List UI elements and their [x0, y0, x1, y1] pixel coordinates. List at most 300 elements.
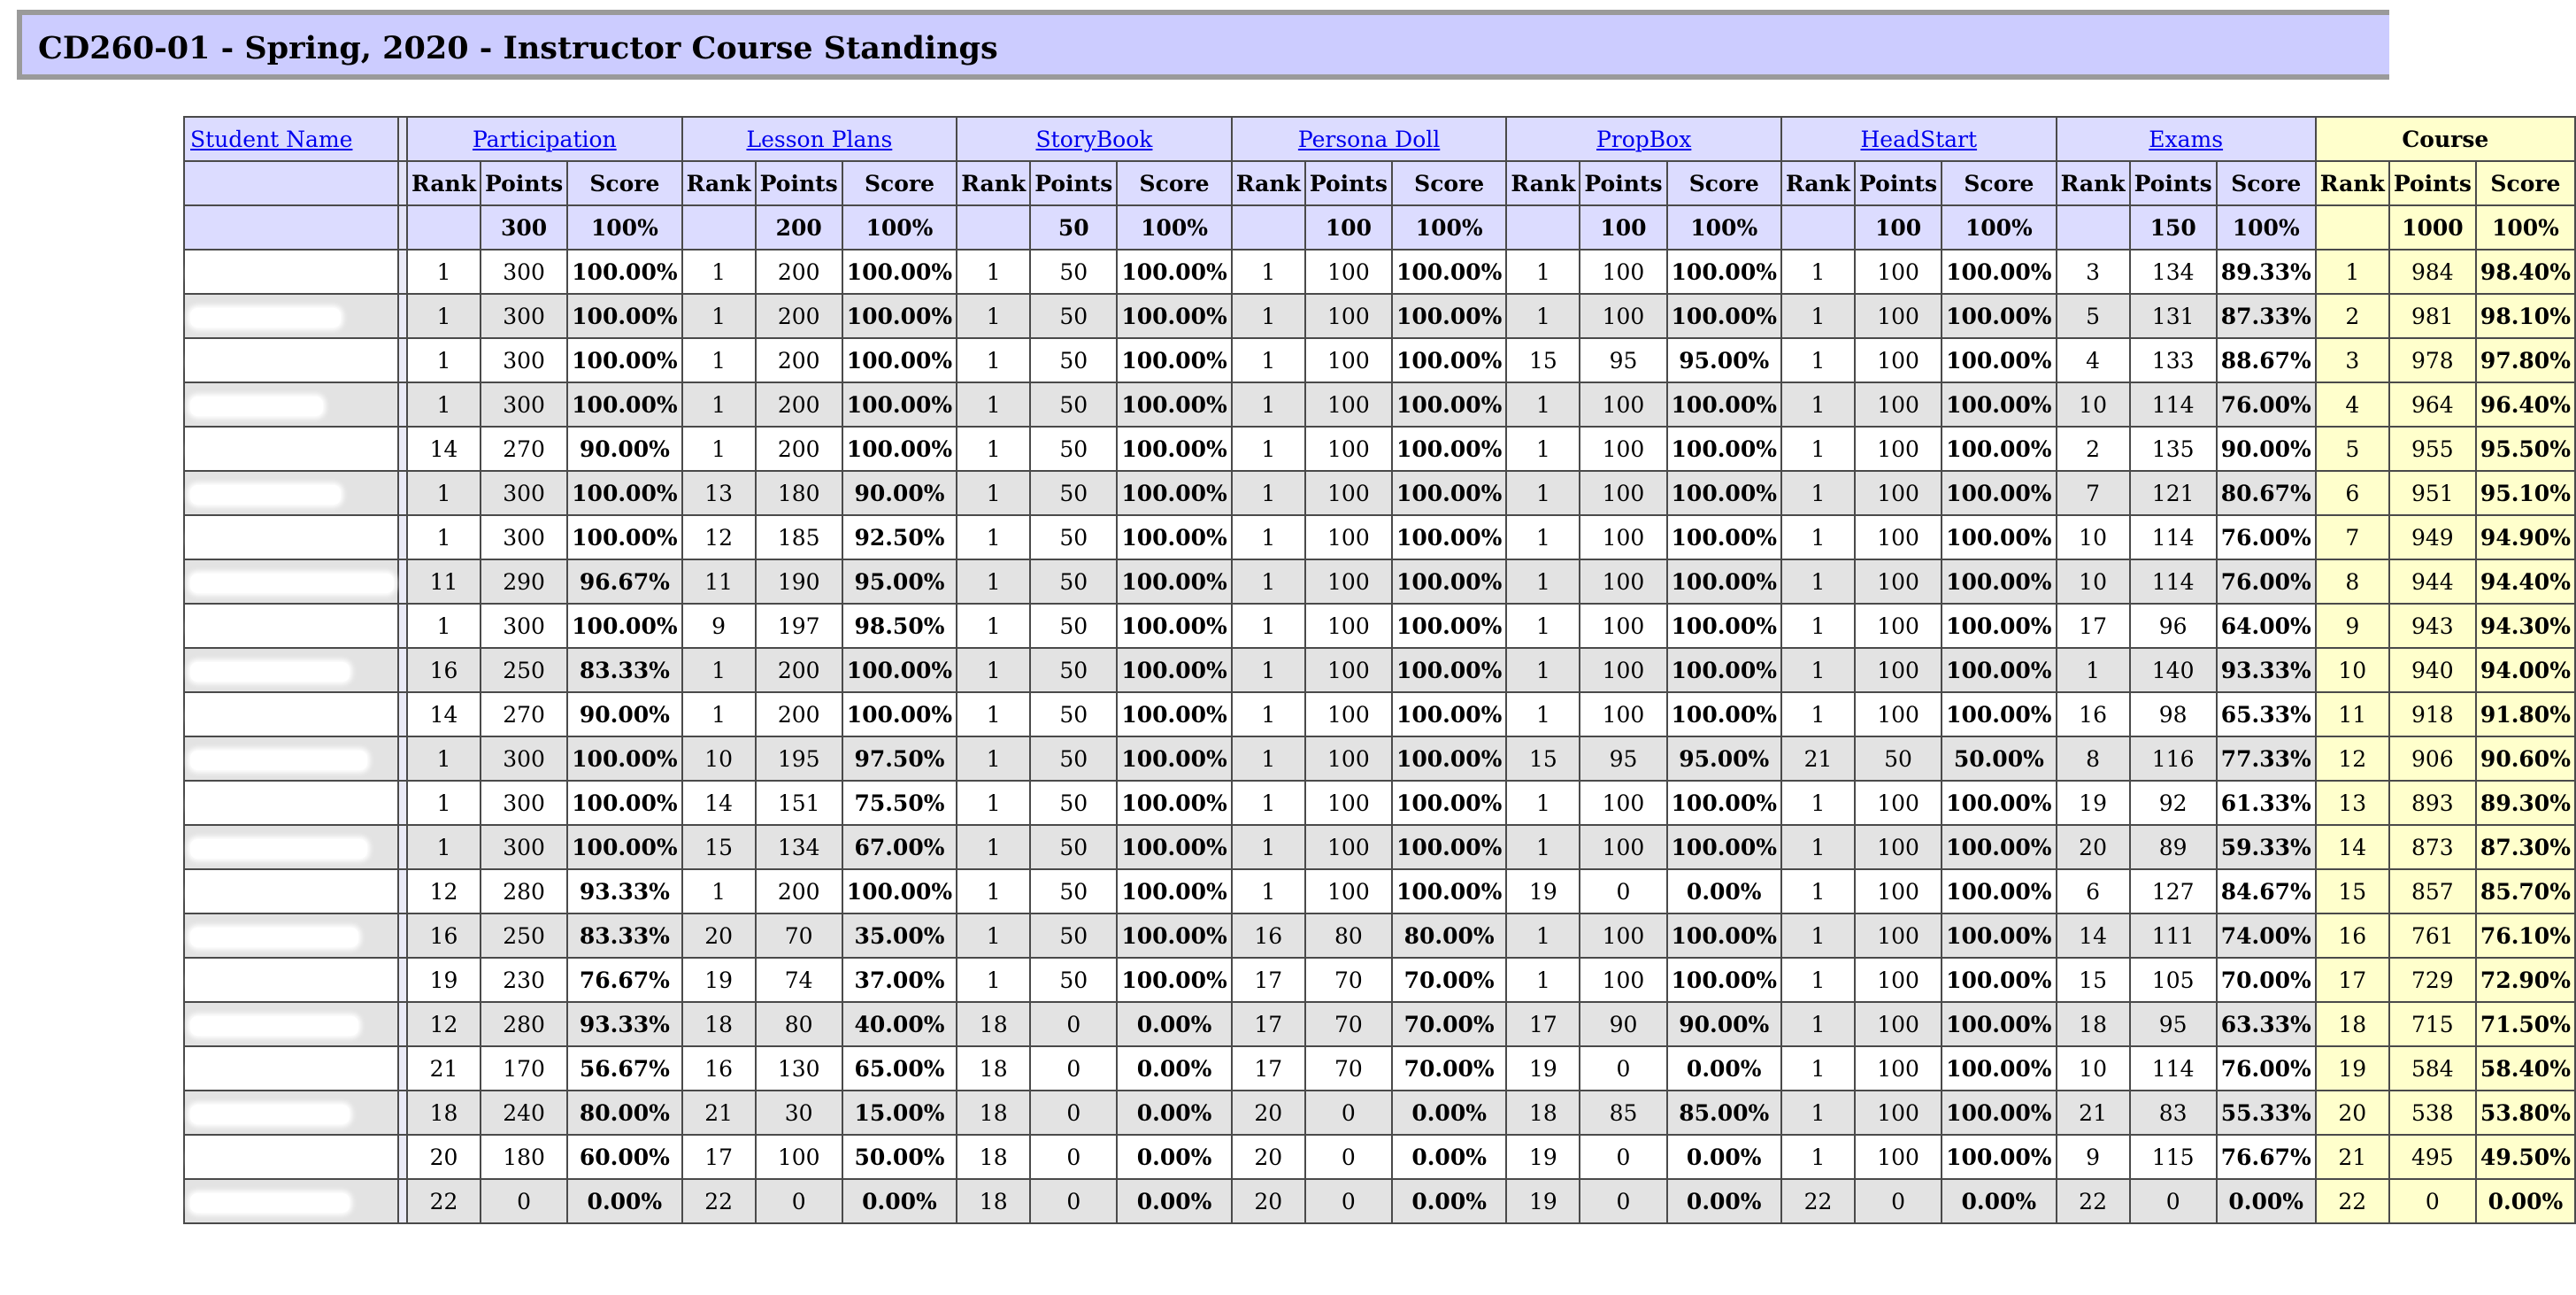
score-cell: 91.80%	[2477, 693, 2574, 736]
table-row	[185, 516, 2574, 559]
points-cell: 98	[2131, 693, 2216, 736]
rank-header: Rank	[1782, 162, 1854, 204]
points-cell: 50	[1031, 516, 1116, 559]
points-cell: 100	[1856, 870, 1941, 913]
score-cell: 100.00%	[568, 251, 681, 293]
student-name-header[interactable]	[185, 118, 397, 160]
points-header: Points	[1580, 162, 1665, 204]
points-cell: 893	[2390, 782, 2475, 824]
points-cell: 83	[2131, 1091, 2216, 1134]
rank-cell: 1	[1507, 649, 1579, 691]
score-cell: 100.00%	[1118, 339, 1230, 382]
points-cell: 114	[2131, 516, 2216, 559]
score-cell: 76.00%	[2218, 516, 2315, 559]
lesson-plans-link[interactable]: Lesson Plans	[746, 126, 893, 152]
points-cell: 761	[2390, 914, 2475, 957]
redacted-name	[190, 1105, 350, 1124]
rank-cell: 1	[957, 605, 1029, 647]
score-cell: 61.33%	[2218, 782, 2315, 824]
points-cell: 50	[1031, 959, 1116, 1001]
table-row	[185, 914, 2574, 957]
redacted-name	[190, 1016, 358, 1036]
score-cell: 53.80%	[2477, 1091, 2574, 1134]
points-cell: 50	[1031, 339, 1116, 382]
rank-cell: 7	[2317, 516, 2388, 559]
points-cell: 100	[1580, 428, 1665, 470]
score-cell: 63.33%	[2218, 1003, 2315, 1045]
exams-link[interactable]: Exams	[2149, 126, 2224, 152]
rank-cell: 1	[1782, 959, 1854, 1001]
points-cell: 50	[1031, 560, 1116, 603]
student-name-cell	[185, 1091, 397, 1134]
rank-cell: 22	[2317, 1180, 2388, 1222]
rank-cell: 8	[2057, 737, 2129, 780]
table-row	[185, 693, 2574, 736]
rank-cell: 1	[408, 251, 480, 293]
rank-cell: 1	[408, 826, 480, 868]
spacer-cell	[399, 1091, 406, 1134]
score-cell: 100.00%	[1668, 649, 1780, 691]
student-name-cell	[185, 914, 397, 957]
score-cell: 65.33%	[2218, 693, 2315, 736]
points-cell: 50	[1031, 782, 1116, 824]
points-cell: 100	[1856, 339, 1941, 382]
standings-body	[185, 118, 2574, 1222]
table-row	[185, 295, 2574, 337]
points-cell: 100	[1580, 295, 1665, 337]
storybook-link[interactable]: StoryBook	[1035, 126, 1153, 152]
score-cell: 100.00%	[1393, 251, 1505, 293]
points-cell: 100	[1306, 295, 1391, 337]
points-cell: 190	[757, 560, 842, 603]
score-cell: 56.67%	[568, 1047, 681, 1090]
rank-cell: 15	[1507, 737, 1579, 780]
points-cell: 873	[2390, 826, 2475, 868]
table-row	[185, 1180, 2574, 1222]
rank-cell: 19	[2317, 1047, 2388, 1090]
score-cell: 100.00%	[568, 295, 681, 337]
points-header: Points	[757, 162, 842, 204]
points-cell: 170	[481, 1047, 566, 1090]
score-cell: 95.00%	[1668, 339, 1780, 382]
points-cell: 100	[1856, 560, 1941, 603]
rank-cell: 1	[1782, 251, 1854, 293]
rank-cell: 1	[408, 339, 480, 382]
header-row-columns	[185, 162, 2574, 204]
redacted-name	[190, 706, 385, 726]
rank-cell: 12	[408, 870, 480, 913]
points-cell: 50	[1856, 737, 1941, 780]
rank-cell: 1	[408, 383, 480, 426]
table-row	[185, 1047, 2574, 1090]
score-cell: 89.33%	[2218, 251, 2315, 293]
points-cell: 50	[1031, 428, 1116, 470]
score-cell: 100.00%	[843, 428, 956, 470]
points-cell: 100	[1856, 693, 1941, 736]
score-cell: 70.00%	[2218, 959, 2315, 1001]
rank-cell: 2	[2057, 428, 2129, 470]
score-cell: 49.50%	[2477, 1136, 2574, 1178]
score-cell: 97.50%	[843, 737, 956, 780]
points-cell: 100	[1306, 649, 1391, 691]
student-name-cell	[185, 1003, 397, 1045]
redacted-name	[190, 662, 350, 682]
rank-cell: 3	[2057, 251, 2129, 293]
group-header-exams[interactable]	[2057, 118, 2315, 160]
rank-cell: 1	[957, 826, 1029, 868]
rank-cell: 1	[2057, 649, 2129, 691]
max-rank-empty	[683, 206, 755, 249]
spacer-cell	[399, 649, 406, 691]
group-header-storybook[interactable]	[957, 118, 1231, 160]
rank-header: Rank	[683, 162, 755, 204]
rank-cell: 6	[2317, 472, 2388, 514]
rank-cell: 18	[957, 1136, 1029, 1178]
rank-cell: 13	[683, 472, 755, 514]
rank-cell: 19	[1507, 1180, 1579, 1222]
score-cell: 100.00%	[1942, 428, 2055, 470]
points-cell: 89	[2131, 826, 2216, 868]
max-score: 100%	[843, 206, 956, 249]
score-cell: 100.00%	[1118, 959, 1230, 1001]
rank-cell: 1	[957, 870, 1029, 913]
persona-doll-link[interactable]: Persona Doll	[1297, 126, 1441, 152]
score-cell: 100.00%	[1118, 428, 1230, 470]
spacer-cell	[399, 339, 406, 382]
rank-cell: 21	[2317, 1136, 2388, 1178]
rank-cell: 1	[1233, 428, 1304, 470]
rank-cell: 9	[2057, 1136, 2129, 1178]
score-cell: 97.80%	[2477, 339, 2574, 382]
rank-cell: 1	[1507, 605, 1579, 647]
score-header: Score	[2477, 162, 2574, 204]
rank-cell: 1	[683, 339, 755, 382]
points-cell: 100	[1306, 251, 1391, 293]
points-cell: 715	[2390, 1003, 2475, 1045]
rank-cell: 22	[408, 1180, 480, 1222]
rank-cell: 1	[957, 560, 1029, 603]
rank-cell: 9	[683, 605, 755, 647]
points-cell: 100	[1306, 693, 1391, 736]
score-cell: 0.00%	[843, 1180, 956, 1222]
student-name-cell	[185, 560, 397, 603]
rank-cell: 5	[2057, 295, 2129, 337]
points-cell: 918	[2390, 693, 2475, 736]
rank-cell: 18	[683, 1003, 755, 1045]
score-cell: 15.00%	[843, 1091, 956, 1134]
score-cell: 0.00%	[568, 1180, 681, 1222]
score-cell: 100.00%	[568, 339, 681, 382]
score-cell: 59.33%	[2218, 826, 2315, 868]
score-cell: 84.67%	[2218, 870, 2315, 913]
score-cell: 100.00%	[1942, 649, 2055, 691]
score-cell: 100.00%	[1118, 693, 1230, 736]
rank-cell: 4	[2317, 383, 2388, 426]
spacer-cell	[399, 162, 406, 204]
rank-cell: 1	[1507, 560, 1579, 603]
rank-cell: 1	[408, 295, 480, 337]
points-cell: 50	[1031, 472, 1116, 514]
points-cell: 80	[757, 1003, 842, 1045]
score-cell: 100.00%	[1668, 959, 1780, 1001]
score-cell: 90.00%	[1668, 1003, 1780, 1045]
rank-cell: 1	[957, 251, 1029, 293]
group-header-propbox[interactable]	[1507, 118, 1780, 160]
redacted-name	[190, 839, 367, 859]
score-cell: 60.00%	[568, 1136, 681, 1178]
score-cell: 100.00%	[1118, 737, 1230, 780]
score-cell: 100.00%	[1393, 428, 1505, 470]
points-cell: 100	[1306, 383, 1391, 426]
points-cell: 955	[2390, 428, 2475, 470]
rank-cell: 1	[1782, 560, 1854, 603]
rank-cell: 1	[1782, 295, 1854, 337]
score-cell: 93.33%	[568, 870, 681, 913]
points-cell: 100	[1856, 1091, 1941, 1134]
points-cell: 133	[2131, 339, 2216, 382]
score-cell: 94.40%	[2477, 560, 2574, 603]
score-cell: 100.00%	[1942, 1047, 2055, 1090]
points-cell: 100	[1856, 1047, 1941, 1090]
group-header-headstart[interactable]	[1782, 118, 2056, 160]
points-cell: 951	[2390, 472, 2475, 514]
points-cell: 100	[1580, 560, 1665, 603]
rank-cell: 16	[408, 649, 480, 691]
rank-cell: 1	[957, 649, 1029, 691]
points-cell: 116	[2131, 737, 2216, 780]
group-header-participation[interactable]	[408, 118, 681, 160]
rank-cell: 1	[1233, 251, 1304, 293]
redacted-name	[190, 618, 376, 637]
score-cell: 100.00%	[1393, 605, 1505, 647]
table-row	[185, 605, 2574, 647]
rank-cell: 17	[1507, 1003, 1579, 1045]
points-cell: 100	[1306, 737, 1391, 780]
score-cell: 90.60%	[2477, 737, 2574, 780]
rank-cell: 14	[683, 782, 755, 824]
score-cell: 100.00%	[1393, 782, 1505, 824]
headstart-link[interactable]: HeadStart	[1860, 126, 1978, 152]
points-cell: 0	[2390, 1180, 2475, 1222]
points-cell: 180	[481, 1136, 566, 1178]
score-header: Score	[568, 162, 681, 204]
rank-cell: 10	[683, 737, 755, 780]
rank-header: Rank	[2057, 162, 2129, 204]
score-cell: 100.00%	[843, 383, 956, 426]
points-cell: 300	[481, 339, 566, 382]
page-title: CD260-01 - Spring, 2020 - Instructor Course Standings	[38, 30, 998, 66]
points-cell: 121	[2131, 472, 2216, 514]
points-header: Points	[2131, 162, 2216, 204]
table-row	[185, 383, 2574, 426]
rank-cell: 1	[1507, 516, 1579, 559]
max-rank-empty	[408, 206, 480, 249]
score-cell: 94.90%	[2477, 516, 2574, 559]
score-cell: 0.00%	[1118, 1091, 1230, 1134]
rank-cell: 1	[957, 516, 1029, 559]
rank-cell: 22	[683, 1180, 755, 1222]
score-cell: 100.00%	[1668, 826, 1780, 868]
points-cell: 949	[2390, 516, 2475, 559]
points-cell: 981	[2390, 295, 2475, 337]
points-cell: 0	[757, 1180, 842, 1222]
spacer-cell	[399, 118, 406, 160]
score-cell: 100.00%	[1942, 1091, 2055, 1134]
score-cell: 100.00%	[1118, 870, 1230, 913]
score-cell: 100.00%	[1393, 870, 1505, 913]
score-cell: 98.10%	[2477, 295, 2574, 337]
score-cell: 0.00%	[1668, 1180, 1780, 1222]
propbox-link[interactable]: PropBox	[1596, 126, 1692, 152]
score-cell: 37.00%	[843, 959, 956, 1001]
rank-cell: 1	[1233, 605, 1304, 647]
score-cell: 100.00%	[843, 649, 956, 691]
rank-cell: 2	[2317, 295, 2388, 337]
score-cell: 100.00%	[1118, 295, 1230, 337]
score-cell: 65.00%	[843, 1047, 956, 1090]
points-cell: 50	[1031, 605, 1116, 647]
points-cell: 100	[1856, 959, 1941, 1001]
points-cell: 95	[1580, 737, 1665, 780]
rank-cell: 1	[1782, 472, 1854, 514]
score-cell: 0.00%	[1668, 1047, 1780, 1090]
score-header: Score	[843, 162, 956, 204]
score-cell: 100.00%	[1393, 383, 1505, 426]
points-cell: 300	[481, 782, 566, 824]
score-cell: 0.00%	[1118, 1003, 1230, 1045]
table-row	[185, 1003, 2574, 1045]
rank-cell: 1	[683, 295, 755, 337]
score-cell: 76.00%	[2218, 1047, 2315, 1090]
points-cell: 50	[1031, 251, 1116, 293]
points-cell: 135	[2131, 428, 2216, 470]
points-cell: 100	[1856, 516, 1941, 559]
score-cell: 0.00%	[1118, 1136, 1230, 1178]
rank-cell: 1	[1782, 516, 1854, 559]
student-name-link[interactable]: Student Name	[190, 126, 353, 152]
rank-cell: 19	[1507, 870, 1579, 913]
points-cell: 300	[481, 737, 566, 780]
rank-cell: 1	[1782, 1136, 1854, 1178]
score-cell: 0.00%	[1668, 870, 1780, 913]
points-cell: 90	[1580, 1003, 1665, 1045]
points-cell: 240	[481, 1091, 566, 1134]
score-cell: 100.00%	[1942, 959, 2055, 1001]
group-header-lesson-plans[interactable]	[683, 118, 957, 160]
score-cell: 100.00%	[1393, 737, 1505, 780]
table-row	[185, 826, 2574, 868]
rank-cell: 16	[2057, 693, 2129, 736]
rank-cell: 20	[1233, 1180, 1304, 1222]
score-cell: 100.00%	[568, 782, 681, 824]
rank-cell: 1	[1233, 782, 1304, 824]
rank-cell: 18	[2057, 1003, 2129, 1045]
score-header: Score	[1118, 162, 1230, 204]
student-name-cell	[185, 959, 397, 1001]
rank-cell: 1	[683, 383, 755, 426]
rank-cell: 10	[2057, 1047, 2129, 1090]
student-name-cell	[185, 1180, 397, 1222]
score-cell: 96.67%	[568, 560, 681, 603]
redacted-name	[190, 1193, 350, 1213]
rank-cell: 1	[1782, 383, 1854, 426]
score-cell: 87.30%	[2477, 826, 2574, 868]
rank-cell: 1	[957, 383, 1029, 426]
points-header: Points	[2390, 162, 2475, 204]
points-cell: 200	[757, 428, 842, 470]
score-cell: 76.00%	[2218, 560, 2315, 603]
points-cell: 92	[2131, 782, 2216, 824]
redacted-name	[190, 972, 323, 991]
score-cell: 80.00%	[1393, 914, 1505, 957]
points-cell: 130	[757, 1047, 842, 1090]
rank-cell: 14	[2057, 914, 2129, 957]
rank-cell: 18	[957, 1047, 1029, 1090]
score-cell: 40.00%	[843, 1003, 956, 1045]
group-header-course: Course	[2317, 118, 2574, 160]
points-cell: 134	[2131, 251, 2216, 293]
score-cell: 100.00%	[568, 605, 681, 647]
rank-cell: 8	[2317, 560, 2388, 603]
student-name-cell	[185, 295, 397, 337]
points-cell: 0	[1306, 1180, 1391, 1222]
max-rank-empty	[1782, 206, 1854, 249]
rank-cell: 20	[1233, 1091, 1304, 1134]
points-cell: 100	[1856, 1003, 1941, 1045]
score-cell: 100.00%	[1118, 826, 1230, 868]
max-rank-empty	[1233, 206, 1304, 249]
rank-cell: 1	[1507, 826, 1579, 868]
rank-cell: 18	[957, 1091, 1029, 1134]
points-header: Points	[1856, 162, 1941, 204]
score-cell: 100.00%	[1393, 472, 1505, 514]
score-cell: 70.00%	[1393, 1047, 1505, 1090]
score-cell: 95.00%	[843, 560, 956, 603]
score-cell: 100.00%	[1668, 560, 1780, 603]
points-cell: 30	[757, 1091, 842, 1134]
participation-link[interactable]: Participation	[472, 126, 617, 152]
rank-cell: 17	[1233, 959, 1304, 1001]
score-cell: 35.00%	[843, 914, 956, 957]
points-cell: 300	[481, 826, 566, 868]
points-cell: 100	[1306, 870, 1391, 913]
points-cell: 0	[2131, 1180, 2216, 1222]
score-cell: 100.00%	[568, 737, 681, 780]
score-cell: 100.00%	[1942, 870, 2055, 913]
rank-header: Rank	[2317, 162, 2388, 204]
score-cell: 100.00%	[1118, 383, 1230, 426]
points-cell: 100	[1580, 959, 1665, 1001]
rank-cell: 1	[1233, 560, 1304, 603]
score-cell: 100.00%	[1942, 295, 2055, 337]
rank-cell: 13	[2317, 782, 2388, 824]
points-cell: 200	[757, 870, 842, 913]
score-cell: 100.00%	[1668, 914, 1780, 957]
rank-cell: 1	[957, 737, 1029, 780]
rank-cell: 1	[957, 693, 1029, 736]
rank-cell: 1	[1507, 914, 1579, 957]
rank-cell: 10	[2057, 383, 2129, 426]
score-cell: 64.00%	[2218, 605, 2315, 647]
points-cell: 100	[1856, 472, 1941, 514]
points-cell: 300	[481, 605, 566, 647]
redacted-name	[190, 795, 358, 814]
group-header-persona-doll[interactable]	[1233, 118, 1506, 160]
score-cell: 100.00%	[1118, 605, 1230, 647]
points-cell: 200	[757, 339, 842, 382]
rank-cell: 18	[2317, 1003, 2388, 1045]
spacer-cell	[399, 1136, 406, 1178]
